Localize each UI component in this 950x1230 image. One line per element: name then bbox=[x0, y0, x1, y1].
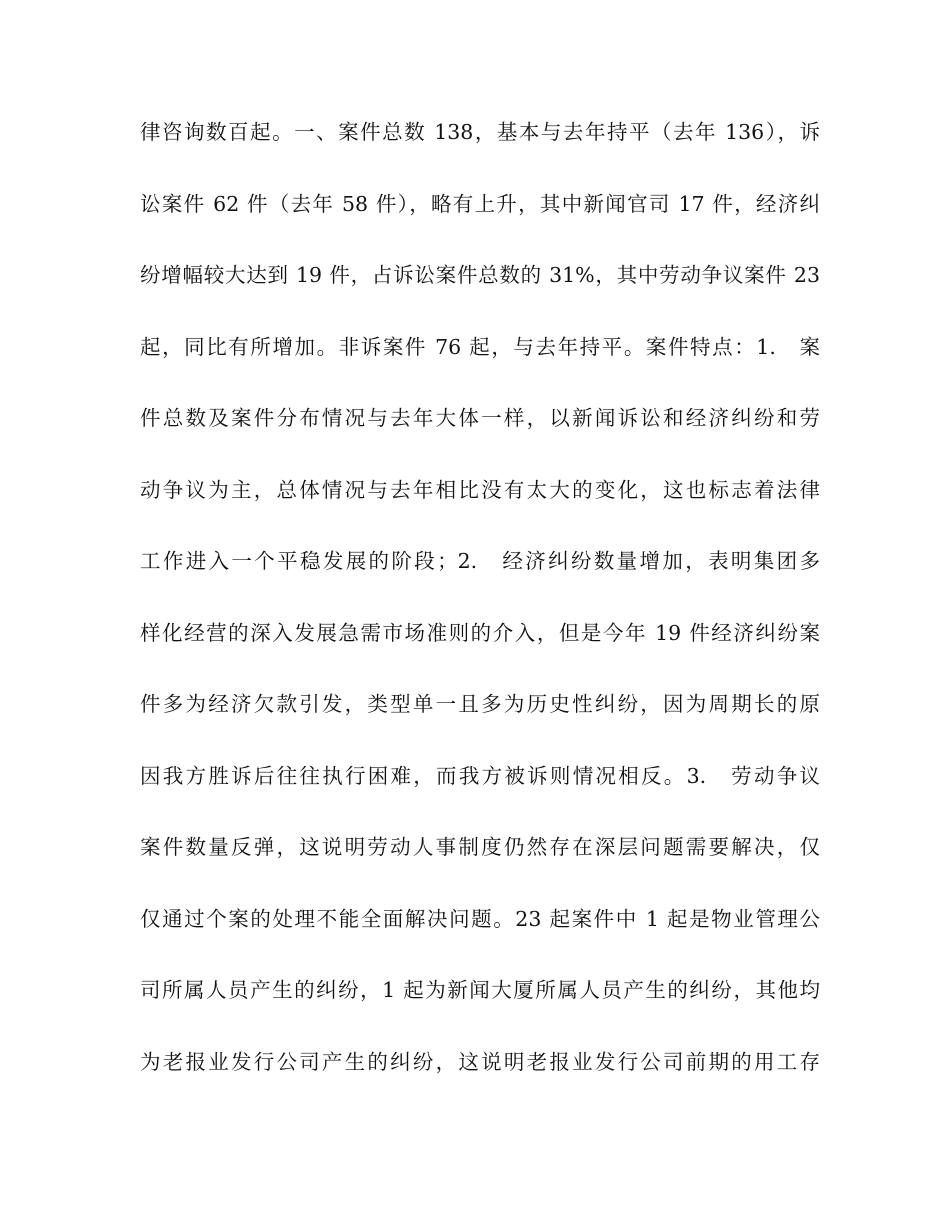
text-line: 样化经营的深入发展急需市场准则的介入，但是今年 19 件经济纠纷案 bbox=[140, 620, 820, 645]
text-line: 司所属人员产生的纠纷，1 起为新闻大厦所属人员产生的纠纷，其他均 bbox=[140, 978, 820, 1002]
text-line: 件总数及案件分布情况与去年大体一样，以新闻诉讼和经济纠纷和劳 bbox=[140, 406, 820, 430]
text-line: 律咨询数百起。一、案件总数 138，基本与去年持平（去年 136），诉 bbox=[140, 120, 820, 144]
text-line: 起，同比有所增加。非诉案件 76 起，与去年持平。案件特点：1. 案 bbox=[140, 334, 820, 359]
text-line: 工作进入一个平稳发展的阶段；2. 经济纠纷数量增加，表明集团多 bbox=[140, 549, 820, 573]
text-line: 为老报业发行公司产生的纠纷，这说明老报业发行公司前期的用工存 bbox=[140, 1049, 820, 1074]
text-line: 动争议为主，总体情况与去年相比没有太大的变化，这也标志着法律 bbox=[140, 477, 820, 502]
text-line: 仅通过个案的处理不能全面解决问题。23 起案件中 1 起是物业管理公 bbox=[140, 906, 820, 931]
text-line: 纷增幅较大达到 19 件，占诉讼案件总数的 31%，其中劳动争议案件 23 bbox=[140, 263, 820, 287]
text-line: 案件数量反弹，这说明劳动人事制度仍然存在深层问题需要解决，仅 bbox=[140, 835, 820, 859]
text-line: 件多为经济欠款引发，类型单一且多为历史性纠纷，因为周期长的原 bbox=[140, 692, 820, 716]
body-text bbox=[140, 122, 820, 1123]
text-line: 讼案件 62 件（去年 58 件），略有上升，其中新闻官司 17 件，经济纠 bbox=[140, 191, 820, 216]
text-line: 因我方胜诉后往往执行困难，而我方被诉则情况相反。3. 劳动争议 bbox=[140, 763, 820, 788]
